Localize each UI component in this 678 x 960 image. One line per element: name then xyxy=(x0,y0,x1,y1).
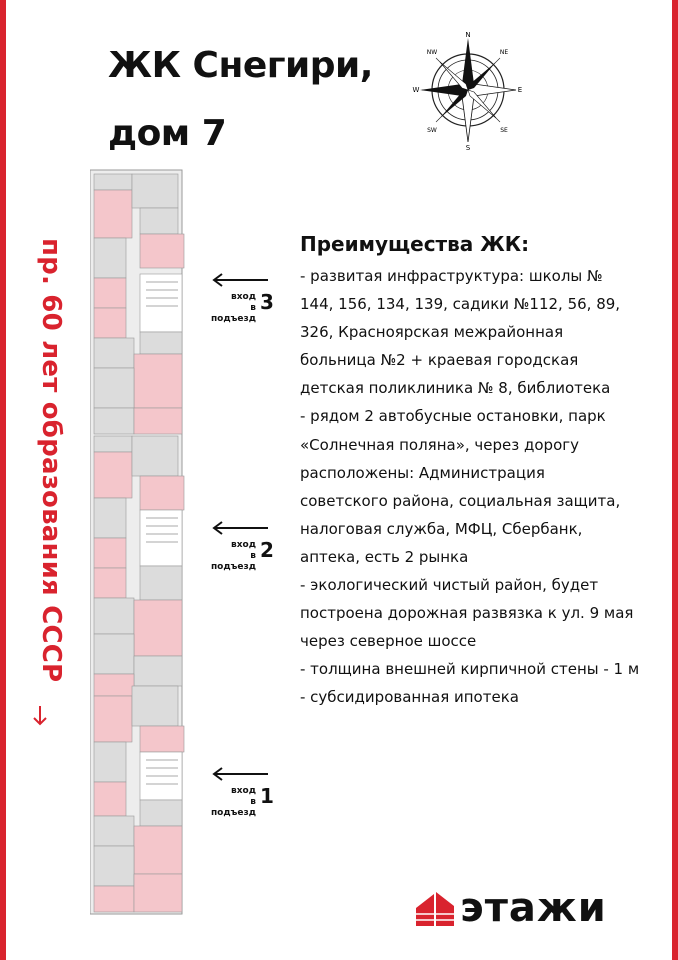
advantage-line: - рядом 2 автобусные остановки, парк xyxy=(300,407,606,426)
advantage-line: - развитая инфраструктура: школы № xyxy=(300,267,603,285)
entrance-2-number: 2 xyxy=(260,538,274,562)
compass-nw: NW xyxy=(426,49,438,56)
compass-s: S xyxy=(465,144,471,150)
arrow-left-icon xyxy=(210,272,270,288)
entrance-3-label: вход в подъезд xyxy=(210,292,256,324)
compass-se: SE xyxy=(500,127,508,134)
floor-plan xyxy=(90,166,198,916)
advantage-line: больница №2 + краевая городская xyxy=(300,351,579,370)
advantage-line: построена дорожная развязка к ул. 9 мая xyxy=(300,604,634,623)
entrance-2-label: вход в подъезд xyxy=(210,540,256,572)
etazhi-logo xyxy=(414,884,644,932)
entrance-marker-2 xyxy=(204,520,294,580)
entrance-marker-1 xyxy=(204,766,294,826)
advantage-line: - субсидированная ипотека xyxy=(300,688,519,707)
logo-text: этажи xyxy=(460,885,607,931)
page-title xyxy=(108,32,373,168)
red-frame-left xyxy=(0,0,6,960)
entrance-1-number: 1 xyxy=(260,784,274,808)
entrance-marker-3 xyxy=(204,272,294,332)
compass-w: W xyxy=(412,86,420,94)
street-label xyxy=(14,238,66,728)
advantage-line: аптека, есть 2 рынка xyxy=(300,547,469,566)
compass-sw: SW xyxy=(427,127,437,134)
advantages-block xyxy=(300,232,670,712)
advantage-line: «Солнечная поляна», через дорогу xyxy=(300,435,580,454)
advantage-line: 326, Красноярская межрайонная xyxy=(300,323,564,342)
red-frame-right xyxy=(672,0,678,960)
floor-plan-drawing xyxy=(90,166,198,916)
advantage-line: - экологический чистый район, будет xyxy=(300,576,599,595)
compass-ne: NE xyxy=(499,49,509,56)
advantage-line: расположены: Администрация xyxy=(300,463,545,482)
street-name: пр. 60 лет образования СССР xyxy=(36,238,66,683)
arrow-down-icon xyxy=(28,706,52,726)
title-line-1: ЖК Снегири, xyxy=(108,45,373,86)
compass-n: N xyxy=(465,31,471,39)
title-line-2: дом 7 xyxy=(108,113,227,154)
logo-building-icon xyxy=(414,888,456,928)
advantages-list xyxy=(300,262,670,712)
advantage-line: советского района, социальная защита, xyxy=(300,491,621,510)
advantage-line: 144, 156, 134, 139, садики №112, 56, 89, xyxy=(300,295,621,314)
compass-e: E xyxy=(517,86,523,94)
arrow-left-icon xyxy=(210,520,270,536)
advantage-line: детская поликлиника № 8, библиотека xyxy=(300,379,611,398)
advantage-line: налоговая служба, МФЦ, Сбербанк, xyxy=(300,519,583,538)
advantage-line: через северное шоссе xyxy=(300,632,477,651)
arrow-left-icon xyxy=(210,766,270,782)
advantages-title: Преимущества ЖК: xyxy=(300,232,530,256)
compass-icon xyxy=(412,30,524,150)
entrance-1-label: вход в подъезд xyxy=(210,786,256,818)
advantage-line: - толщина внешней кирпичной стены - 1 м xyxy=(300,660,640,679)
entrance-3-number: 3 xyxy=(260,290,274,314)
